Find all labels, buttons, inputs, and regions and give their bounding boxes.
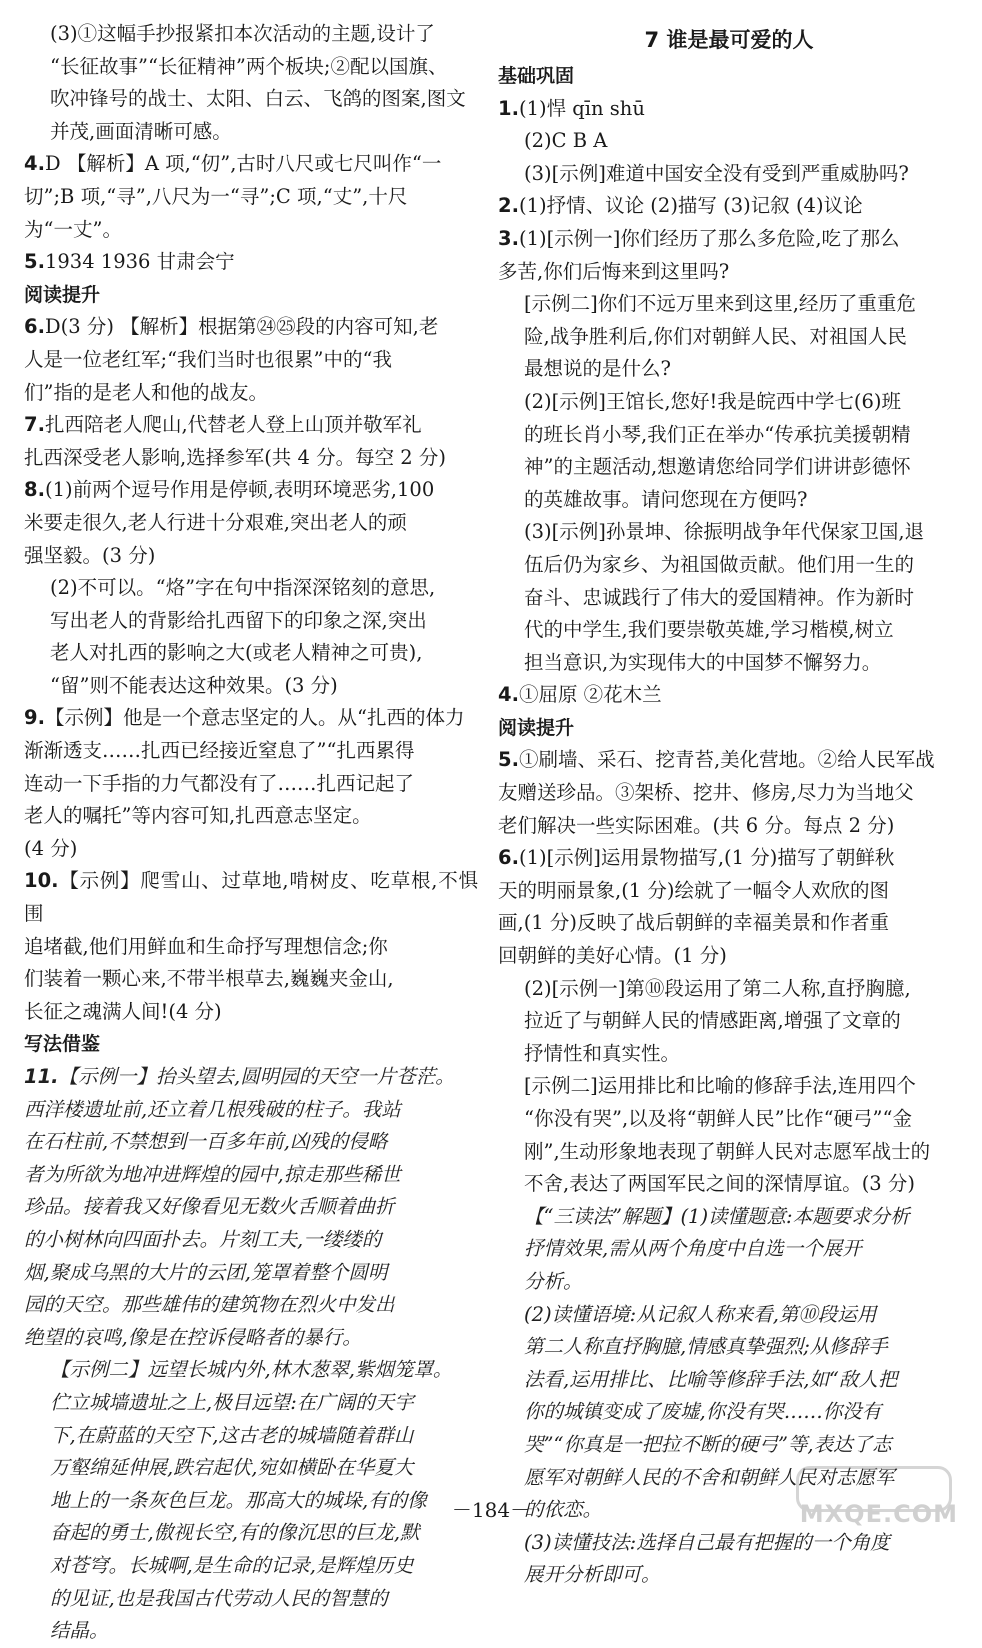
text-line [24,540,478,573]
text-line [24,800,478,833]
text-line [50,1354,478,1387]
text-line [524,614,960,647]
text-line [524,1168,960,1201]
line-text: ①屈原 ②花木兰 [518,683,662,707]
text-line [524,1299,960,1332]
text-line [50,670,478,703]
text-line [498,744,960,777]
line-text: 追堵截,他们用鲜血和生命抒写理想信念;你 [24,934,388,958]
line-text: 扎西深受老人影响,选择参军(共 4 分。每空 2 分) [24,445,447,469]
text-line [524,353,960,386]
watermark-logo [782,1458,972,1530]
line-text: (2)读懂语境:从记叙人称来看,第⑩段运用 [524,1302,877,1326]
question-number: 3. [498,226,519,250]
line-text: “长征故事”“长征精神”两个板块;②配以国旗、 [50,54,448,78]
text-line [524,1364,960,1397]
line-text: 地上的一条灰色巨龙。那高大的城垛,有的像 [50,1488,427,1512]
question-number: 11. [24,1065,59,1088]
line-text: 并茂,画面清晰可感。 [50,119,232,143]
line-text: 吹冲锋号的战士、太阳、白云、飞鸽的图案,图文 [50,87,466,111]
line-text: 写出老人的背影给扎西留下的印象之深,突出 [50,608,427,632]
text-line [24,377,478,410]
text-line [24,1289,478,1322]
line-text: 抒情效果,需从两个角度中自选一个展开 [524,1237,862,1261]
text-line [50,605,478,638]
text-line [50,1420,478,1453]
handwritten-answer [24,1061,478,1354]
line-text: 伍后仍为家乡、为祖国做贡献。他们用一生的 [524,552,915,576]
line-text: D(3 分) 【解析】根据第㉔㉕段的内容可知,老 [44,315,439,339]
line-text: 的班长肖小琴,我们正在举办“传承抗美援朝精 [524,422,911,446]
line-text: 连动一下手指的力气都没有了……扎西记起了 [24,771,415,795]
text-line [24,1094,478,1127]
question-number: 5. [498,748,519,772]
text-line [50,83,478,116]
line-text: 【示例】爬雪山、过草地,啃树皮、吃草根,不惧围 [24,869,478,926]
text-line [24,311,478,344]
section-heading: 阅读提升 [498,716,575,739]
text-line [524,1331,960,1364]
line-text: 【示例二】远望长城内外,林木葱翠,紫烟笼罩。 [50,1358,453,1382]
text-line [524,1396,960,1429]
text-line [524,419,960,452]
answer-paragraph [24,409,478,474]
text-line [524,1559,960,1592]
text-line [524,288,960,321]
line-text: (2)不可以。“烙”字在句中指深深铭刻的意思, [50,576,436,600]
text-line [24,735,478,768]
text-line [524,451,960,484]
text-line [524,1266,960,1299]
text-line [498,940,960,973]
line-text: [示例二]运用排比和比喻的修辞手法,连用四个 [524,1074,916,1098]
text-line [24,833,478,866]
line-text: 园的天空。那些雄伟的建筑物在烈火中发出 [24,1293,395,1317]
section-heading: 阅读提升 [24,283,101,306]
line-text: 【示例】他是一个意志坚定的人。从“扎西的体力 [44,706,465,730]
line-text: 拉近了与朝鲜人民的情感距离,增强了文章的 [524,1009,901,1033]
line-text: 为“一丈”。 [24,217,122,241]
text-line [498,190,960,223]
answer-paragraph [24,148,478,246]
text-line [524,1201,960,1234]
question-number: 2. [498,194,519,218]
text-line [524,647,960,680]
line-text: 扎西陪老人爬山,代替老人登上山顶并敬军礼 [44,413,422,437]
line-text: (3)①这幅手抄报紧扣本次活动的主题,设计了 [50,22,435,45]
line-text: 下,在蔚蓝的天空下,这古老的城墙随着群山 [50,1423,414,1447]
text-line [24,148,478,181]
question-number: 4. [24,152,45,176]
text-line [50,572,478,605]
text-line [524,1103,960,1136]
text-line [524,1527,960,1560]
answer-paragraph [498,223,960,288]
line-text: 你的城镇变成了废墟,你没有哭……你没有 [524,1400,882,1424]
text-line [50,1387,478,1420]
text-line [50,1550,478,1583]
question-number: 6. [24,315,45,339]
watermark-text: MXQE.COM [799,1500,958,1528]
line-text: 在石柱前,不禁想到一百多年前,凶残的侵略 [24,1130,388,1154]
text-line [524,125,960,158]
question-number: 9. [24,706,45,730]
answer-paragraph [498,288,960,386]
text-line [24,1159,478,1192]
line-text: 的小树林向四面扑去。片刻工夫,一缕缕的 [24,1227,382,1251]
line-text: 们”指的是老人和他的战友。 [24,380,268,404]
text-line [524,973,960,1006]
line-text: 神”的主题活动,想邀请您给同学们讲讲彭德怀 [524,455,911,479]
question-number: 7. [24,413,45,437]
line-text: 的依恋。 [524,1498,603,1522]
answer-paragraph [24,702,478,865]
line-text: (3)读懂技法:选择自己最有把握的一个角度 [524,1530,890,1554]
text-line [50,1583,478,1616]
line-text: 绝望的哀鸣,像是在控诉侵略者的暴行。 [24,1325,362,1349]
text-line [50,1615,478,1648]
text-line [24,1322,478,1355]
line-text: 画,(1 分)反映了战后朝鲜的幸福美景和作者重 [498,911,890,935]
text-line [524,1233,960,1266]
line-text: 长征之魂满人间!(4 分) [24,999,222,1023]
text-line [498,907,960,940]
line-text: 多苦,你们后悔来到这里吗? [498,259,730,283]
text-line [24,214,478,247]
answer-paragraph [498,93,960,126]
answer-paragraph [24,572,478,702]
text-line [524,582,960,615]
answer-paragraph [498,125,960,190]
line-text: 奋起的勇士,傲视长空,有的像沉思的巨龙,默 [50,1521,420,1545]
line-text: 老人的嘱托”等内容可知,扎西意志坚定。 [24,804,372,828]
text-line [24,181,478,214]
text-line [498,842,960,875]
line-text: 展开分析即可。 [524,1563,661,1587]
text-line [24,1126,478,1159]
answer-paragraph [24,246,478,279]
page-number: －184－ [451,1498,531,1522]
text-line [524,1136,960,1169]
line-text: 渐渐透支……扎西已经接近窒息了”“扎西累得 [24,739,415,763]
text-line [524,1070,960,1103]
text-line [24,1061,478,1094]
line-text: 法看,运用排比、比喻等修辞手法,如“敌人把 [524,1367,898,1391]
text-line [498,810,960,843]
line-text: [示例二]你们不远万里来到这里,经历了重重危 [524,292,916,316]
line-text: 珍品。接着我又好像看见无数火舌顺着曲折 [24,1195,395,1219]
text-line [50,1452,478,1485]
line-text: “留”则不能表达这种效果。(3 分) [50,673,338,697]
line-text: (1)悍 qīn shū [518,96,645,120]
line-text: (1)抒情、议论 (2)描写 (3)记叙 (4)议论 [518,194,863,218]
line-text: 【示例一】抬头望去,圆明园的天空一片苍茫。 [58,1065,455,1088]
line-text: 伫立城墙遗址之上,极目远望:在广阔的天宇 [50,1390,414,1414]
text-line [524,321,960,354]
line-text: 回朝鲜的美好心情。(1 分) [498,944,727,968]
text-line [24,1224,478,1257]
text-line [50,116,478,149]
line-text: (3)[示例]孙景坤、徐振明战争年代保家卫国,退 [524,520,925,544]
line-text: 老人对扎西的影响之大(或老人精神之可贵), [50,641,423,665]
line-text: 奋斗、忠诚践行了伟大的爱国精神。作为新时 [524,585,915,609]
line-text: 担当意识,为实现伟大的中国梦不懈努力。 [524,650,882,674]
text-line [498,777,960,810]
answer-paragraph [498,842,960,972]
line-text: 刚”,生动形象地表现了朝鲜人民对志愿军战士的 [524,1139,931,1163]
text-line [24,702,478,735]
text-line [50,51,478,84]
question-number: 6. [498,846,519,870]
text-line [24,768,478,801]
text-line [524,158,960,191]
text-line [498,875,960,908]
line-text: 第二人称直抒胸臆,情感真挚强烈;从修辞手 [524,1335,888,1359]
question-number: 4. [498,683,519,707]
answer-paragraph [498,516,960,679]
left-column [24,18,478,1648]
line-text: (1)[示例]运用景物描写,(1 分)描写了朝鲜秋 [518,846,895,870]
line-text: 的英雄故事。请问您现在方便吗? [524,487,808,511]
text-line [24,409,478,442]
line-text: 哭”“你真是一把拉不断的硬弓”等,表达了志 [524,1432,892,1456]
text-line [498,256,960,289]
answer-paragraph [498,190,960,223]
line-text: (2)[示例一]第⑩段运用了第二人称,直抒胸臆, [524,976,911,1000]
line-text: 西洋楼遗址前,还立着几根残破的柱子。我站 [24,1097,401,1121]
right-column [498,18,960,1592]
line-text: 对苍穹。长城啊,是生命的记录,是辉煌历史 [50,1553,414,1577]
line-text: 分析。 [524,1269,583,1293]
answer-paragraph [498,973,960,1071]
line-text: (4 分) [24,836,78,860]
line-text: (1)前两个逗号作用是停顿,表明环境恶劣,100 [44,478,435,502]
text-line [498,679,960,712]
line-text: 米要走很久,老人行进十分艰难,突出老人的顽 [24,510,407,534]
handwritten-answer [498,1527,960,1592]
line-text: 【“三读法”解题】(1)读懂题意:本题要求分析 [524,1204,910,1228]
line-text: 烟,聚成乌黑的大片的云团,笼罩着整个圆明 [24,1260,388,1284]
line-text: 代的中学生,我们要崇敬英雄,学习楷模,树立 [524,618,894,642]
text-line [24,344,478,377]
line-text: 抒情性和真实性。 [524,1041,681,1065]
line-text: (2)C B A [524,129,608,153]
text-line [24,931,478,964]
text-line [524,484,960,517]
answer-paragraph [498,744,960,842]
text-line [50,637,478,670]
text-line [524,1429,960,1462]
handwritten-answer [498,1201,960,1299]
text-line [24,996,478,1029]
line-text: 1934 1936 甘肃会宁 [44,250,235,274]
line-text: 万壑绵延伸展,跌宕起伏,宛如横卧在华夏大 [50,1456,414,1480]
question-number: 10. [24,869,59,893]
text-line [524,516,960,549]
question-number: 8. [24,478,45,502]
section-heading: 写法借鉴 [24,1033,101,1056]
answer-paragraph [498,679,960,712]
text-line [24,1191,478,1224]
line-text: 切”;B 项,“寻”,八尺为一“寻”;C 项,“丈”,十尺 [24,184,408,208]
answer-paragraph [24,474,478,572]
line-text: 者为所欲为地冲进辉煌的园中,掠走那些稀世 [24,1162,401,1186]
text-line [24,246,478,279]
text-line [524,386,960,419]
answer-paragraph [24,865,478,1028]
answer-paragraph [498,386,960,516]
line-text: 结晶。 [50,1619,109,1643]
line-text: 强坚毅。(3 分) [24,543,156,567]
line-text: 人是一位老红军;“我们当时也很累”中的“我 [24,347,392,371]
text-line [498,93,960,126]
line-text: 友赠送珍品。③架桥、挖井、修房,尽力为当地父 [498,781,914,805]
text-line [24,507,478,540]
line-text: ①刷墙、采石、挖青苔,美化营地。②给人民军战 [518,748,935,772]
text-line [524,1038,960,1071]
text-line [524,549,960,582]
question-number: 1. [498,96,519,120]
answer-paragraph [498,1070,960,1200]
question-number: 5. [24,250,45,274]
line-text: “你没有哭”,以及将“朝鲜人民”比作“硬弓”“金 [524,1107,912,1130]
section-heading: 基础巩固 [498,65,575,87]
line-text: 天的明丽景象,(1 分)绘就了一幅令人欢欣的图 [498,878,890,902]
text-line [24,1257,478,1290]
answer-paragraph [24,18,478,148]
text-line [524,1005,960,1038]
line-text: 不舍,表达了两国军民之间的深情厚谊。(3 分) [524,1172,916,1196]
answer-paragraph [24,311,478,409]
line-text: 们装着一颗心来,不带半根草去,巍巍夹金山, [24,967,394,991]
text-line [24,865,478,930]
text-line [24,963,478,996]
line-text: (1)[示例一]你们经历了那么多危险,吃了那么 [518,226,900,250]
line-text: D 【解析】A 项,“仞”,古时八尺或七尺叫作“一 [44,152,442,176]
text-line [24,442,478,475]
text-line [50,18,478,51]
text-line [24,474,478,507]
line-text: (2)[示例]王馆长,您好!我是皖西中学七(6)班 [524,389,901,413]
line-text: 最想说的是什么? [524,357,671,381]
line-text: 老们解决一些实际困难。(共 6 分。每点 2 分) [498,813,895,837]
text-line [498,223,960,256]
line-text: (3)[示例]难道中国安全没有受到严重威胁吗? [524,161,909,185]
line-text: 险,战争胜利后,你们对朝鲜人民、对祖国人民 [524,324,907,348]
lesson-title: 7 谁是最可爱的人 [644,28,814,52]
line-text: 的见证,也是我国古代劳动人民的智慧的 [50,1586,388,1610]
line-text: 愿军对朝鲜人民的不舍和朝鲜人民对志愿军 [524,1465,895,1489]
